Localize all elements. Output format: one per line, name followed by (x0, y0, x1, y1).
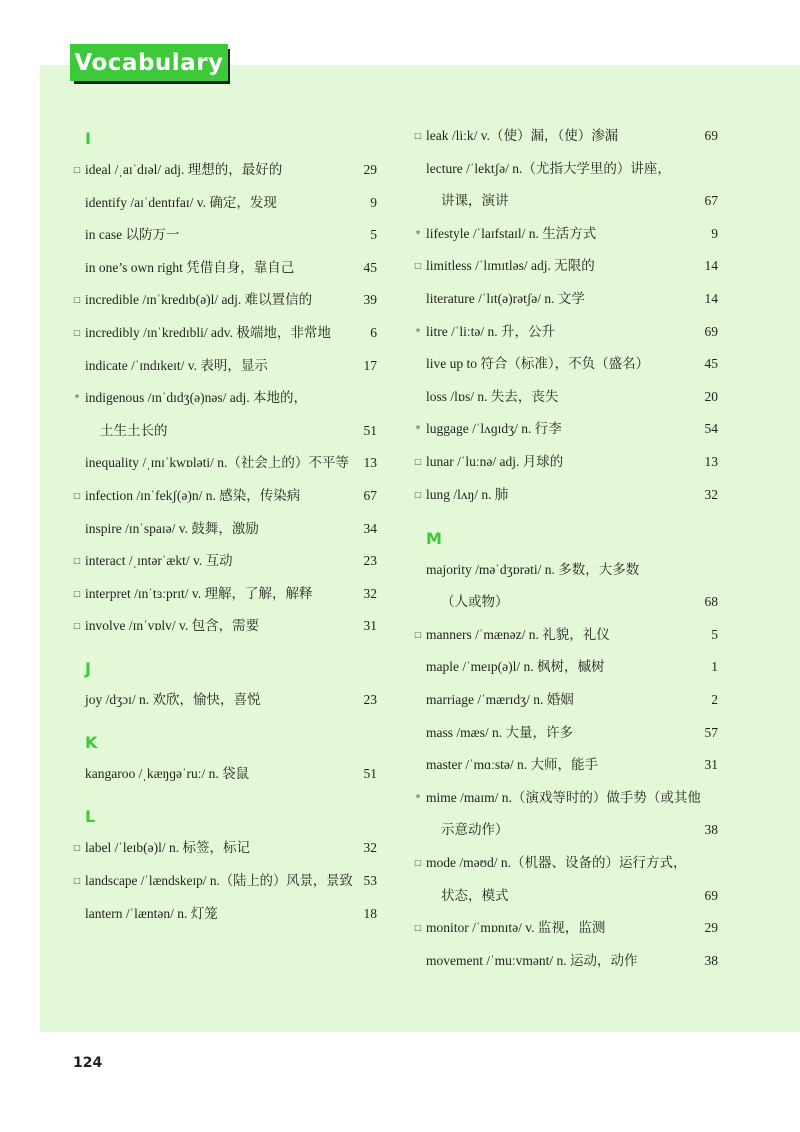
entry-text: 示意动作） (441, 822, 509, 838)
vocab-entry-lunar (416, 452, 718, 472)
entry-continuation (416, 592, 718, 612)
vocab-entry-interpret (75, 584, 377, 604)
checkbox-marker-icon: □ (73, 588, 81, 598)
entry-page-ref: 6 (370, 325, 377, 340)
entry-page-ref: 5 (370, 227, 377, 243)
vocab-entry-joy (75, 690, 377, 710)
title-badge (70, 44, 228, 81)
entry-text: manners /ˈmænəz/ n. 礼貌，礼仪 (426, 626, 610, 642)
entry-page-ref: 23 (363, 692, 377, 708)
entry-text: leak /liːk/ v.（使）漏，（使）渗漏 (426, 128, 619, 143)
entry-text: incredible /ɪnˈkredɪb(ə)l/ adj. 难以置信的 (85, 292, 313, 308)
entry-text: ideal /ˌaɪˈdɪəl/ adj. 理想的，最好的 (85, 162, 283, 177)
vocab-entry-mode (416, 853, 718, 873)
entry-page-ref: 53 (363, 873, 377, 888)
entry-page-ref: 9 (711, 225, 718, 241)
vocab-entry-indicate (75, 356, 377, 376)
entry-page-ref: 34 (363, 520, 377, 536)
entry-text: monitor /ˈmɒnɪtə/ v. 监视，监测 (426, 920, 606, 936)
entry-text: inspire /ɪnˈspaɪə/ v. 鼓舞，激励 (85, 520, 259, 536)
entry-text: 状态，模式 (441, 887, 509, 903)
entry-text: litre /ˈliːtə/ n. 升，公升 (426, 323, 555, 339)
vocab-entry-monitor (416, 918, 718, 938)
entry-text: indicate /ˈɪndɪkeɪt/ v. 表明，显示 (85, 357, 268, 373)
vocab-entry-majority (416, 560, 718, 580)
entry-page-ref: 1 (711, 659, 718, 675)
entry-text: indigenous /ɪnˈdɪdʒ(ə)nəs/ adj. 本地的， (85, 390, 307, 406)
entry-page-ref: 69 (704, 887, 718, 903)
asterisk-marker-icon: * (415, 326, 421, 338)
entry-text: incredibly /ɪnˈkredɪbli/ adv. 极端地，非常地 (85, 325, 331, 340)
vocab-entry-lecture (416, 159, 718, 179)
entry-text: movement /ˈmuːvmənt/ n. 运动，动作 (426, 952, 638, 968)
entry-text: involve /ɪnˈvɒlv/ v. 包含，需要 (85, 618, 260, 634)
entry-text: identify /aɪˈdentɪfaɪ/ v. 确定，发现 (85, 194, 277, 210)
section-letter-i: I (85, 129, 91, 148)
entry-page-ref: 51 (363, 422, 377, 438)
entry-text: literature /ˈlɪt(ə)rətʃə/ n. 文学 (426, 291, 585, 306)
vocab-entry-lantern (75, 904, 377, 924)
entry-page-ref: 57 (704, 724, 718, 740)
entry-text: limitless /ˈlɪmɪtləs/ adj. 无限的 (426, 258, 595, 274)
entry-continuation (75, 421, 377, 441)
entry-text: live up to 符合（标准），不负（盛名） (426, 356, 650, 372)
entry-text: lung /lʌŋ/ n. 肺 (426, 486, 509, 502)
vocab-entry-movement (416, 951, 718, 971)
entry-text: in case 以防万一 (85, 227, 180, 243)
checkbox-marker-icon: □ (73, 165, 81, 174)
entry-text: label /ˈleɪb(ə)l/ n. 标签，标记 (85, 840, 250, 856)
entry-text: loss /lɒs/ n. 失去，丧失 (426, 388, 559, 404)
entry-text: majority /məˈdʒɒrəti/ n. 多数，大多数 (426, 561, 640, 577)
vocab-entry-landscape (75, 871, 377, 891)
entry-page-ref: 32 (363, 840, 377, 856)
vocab-entry-maple (416, 657, 718, 677)
checkbox-marker-icon: □ (414, 261, 422, 271)
section-letter-m: M (426, 528, 442, 548)
vocab-entry-kangaroo (75, 764, 377, 784)
entry-text: mass /mæs/ n. 大量，许多 (426, 724, 574, 740)
entry-text: landscape /ˈlændskeɪp/ n.（陆上的）风景，景致 (85, 873, 353, 888)
entry-page-ref: 51 (363, 766, 377, 782)
vocab-entry-litre (416, 322, 718, 342)
entry-continuation (416, 820, 718, 840)
entry-text: 讲课，演讲 (441, 193, 509, 209)
vocab-entry-limitless (416, 256, 718, 276)
checkbox-marker-icon: □ (73, 556, 81, 566)
entry-page-ref: 20 (704, 388, 718, 404)
vocab-entry-in-one-s-own-right (75, 258, 377, 278)
entry-page-ref: 13 (363, 455, 377, 471)
vocab-entry-live-up-to (416, 354, 718, 374)
entry-text: joy /dʒɔɪ/ n. 欢欣，愉快，喜悦 (85, 692, 261, 708)
section-letter-l: L (85, 807, 96, 827)
entry-page-ref: 68 (704, 594, 718, 610)
vocab-entry-in-case (75, 225, 377, 245)
entry-page-ref: 17 (363, 357, 377, 373)
entry-text: inequality /ˌɪnɪˈkwɒləti/ n.（社会上的）不平等 (85, 455, 349, 471)
entry-text: lantern /ˈlæntən/ n. 灯笼 (85, 905, 218, 921)
vocab-entry-master (416, 755, 718, 775)
checkbox-marker-icon: □ (73, 843, 81, 853)
entry-page-ref: 9 (370, 194, 377, 210)
entry-page-ref: 69 (704, 323, 718, 339)
checkbox-marker-icon: □ (414, 131, 422, 140)
vocab-entry-mass (416, 723, 718, 743)
asterisk-marker-icon: * (74, 393, 80, 405)
vocab-entry-literature (416, 289, 718, 309)
section-letter-k: K (85, 733, 98, 753)
checkbox-marker-icon: □ (414, 858, 422, 867)
section-letter-j: J (85, 659, 91, 679)
vocab-entry-manners (416, 625, 718, 645)
page-number: 124 (73, 1055, 103, 1071)
entry-text: in one’s own right 凭借自身，靠自己 (85, 259, 295, 275)
vocab-entry-ideal (75, 160, 377, 180)
entry-text: infection /ɪnˈfekʃ(ə)n/ n. 感染，传染病 (85, 488, 301, 503)
checkbox-marker-icon: □ (73, 328, 81, 337)
entry-page-ref: 45 (363, 259, 377, 275)
entry-page-ref: 32 (704, 486, 718, 502)
checkbox-marker-icon: □ (414, 923, 422, 933)
checkbox-marker-icon: □ (73, 491, 81, 500)
entry-text: （人或物） (441, 594, 509, 610)
entry-text: lecture /ˈlektʃə/ n.（尤指大学里的）讲座， (426, 160, 671, 176)
entry-page-ref: 2 (711, 692, 718, 707)
entry-page-ref: 32 (363, 585, 377, 601)
entry-text: mime /maɪm/ n.（演戏等时的）做手势（或其他 (426, 789, 701, 805)
checkbox-marker-icon: □ (414, 457, 422, 466)
page-title: Vocabulary (74, 49, 224, 76)
entry-continuation (416, 886, 718, 906)
vocab-entry-infection (75, 486, 377, 506)
entry-page-ref: 31 (363, 618, 377, 634)
vocab-entry-lung (416, 485, 718, 505)
entry-page-ref: 38 (704, 952, 718, 968)
entry-page-ref: 67 (363, 488, 377, 503)
entry-page-ref: 31 (704, 757, 718, 773)
entry-page-ref: 18 (363, 905, 377, 921)
entry-page-ref: 38 (704, 822, 718, 838)
vocab-entry-inspire (75, 519, 377, 539)
entry-page-ref: 29 (363, 162, 377, 177)
entry-continuation (416, 191, 718, 211)
entry-text: mode /məʊd/ n.（机器、设备的）运行方式， (426, 855, 687, 870)
vocab-entry-incredibly (75, 323, 377, 343)
vocab-entry-loss (416, 387, 718, 407)
checkbox-marker-icon: □ (414, 489, 422, 499)
asterisk-marker-icon: * (415, 424, 421, 436)
entry-text: master /ˈmɑːstə/ n. 大师，能手 (426, 757, 599, 773)
entry-page-ref: 54 (704, 421, 718, 437)
entry-page-ref: 39 (363, 292, 377, 308)
vocab-entry-leak (416, 126, 718, 146)
vocab-entry-lifestyle (416, 224, 718, 244)
entry-page-ref: 29 (704, 920, 718, 936)
vocab-entry-involve (75, 616, 377, 636)
vocab-entry-identify (75, 193, 377, 213)
entry-page-ref: 13 (704, 454, 718, 469)
entry-page-ref: 5 (711, 626, 718, 642)
entry-text: marriage /ˈmærɪdʒ/ n. 婚姻 (426, 692, 574, 707)
entry-page-ref: 67 (704, 193, 718, 209)
vocab-entry-marriage (416, 690, 718, 710)
entry-text: maple /ˈmeɪp(ə)l/ n. 枫树，槭树 (426, 659, 605, 675)
vocab-entry-luggage (416, 419, 718, 439)
entry-page-ref: 14 (704, 291, 718, 306)
vocab-entry-incredible (75, 290, 377, 310)
entry-text: 土生土长的 (100, 422, 168, 438)
checkbox-marker-icon: □ (414, 629, 422, 639)
entry-page-ref: 69 (704, 128, 718, 143)
entry-text: lifestyle /ˈlaɪfstaɪl/ n. 生活方式 (426, 225, 597, 241)
checkbox-marker-icon: □ (73, 295, 81, 305)
entry-page-ref: 23 (363, 553, 377, 569)
entry-text: luggage /ˈlʌɡɪdʒ/ n. 行李 (426, 421, 562, 437)
asterisk-marker-icon: * (415, 228, 421, 240)
entry-page-ref: 45 (704, 356, 718, 372)
checkbox-marker-icon: □ (73, 876, 81, 885)
entry-text: interpret /ɪnˈtɜːprɪt/ v. 理解，了解，解释 (85, 585, 313, 601)
vocab-entry-interact (75, 551, 377, 571)
vocab-entry-label (75, 838, 377, 858)
entry-text: kangaroo /ˌkæŋɡəˈruː/ n. 袋鼠 (85, 766, 250, 782)
checkbox-marker-icon: □ (73, 621, 81, 631)
vocab-entry-mime (416, 788, 718, 808)
entry-text: lunar /ˈluːnə/ adj. 月球的 (426, 454, 564, 469)
entry-text: interact /ˌɪntərˈækt/ v. 互动 (85, 553, 233, 569)
vocab-entry-inequality (75, 453, 377, 473)
asterisk-marker-icon: * (415, 792, 421, 804)
vocab-entry-indigenous (75, 388, 377, 408)
entry-page-ref: 14 (704, 258, 718, 274)
